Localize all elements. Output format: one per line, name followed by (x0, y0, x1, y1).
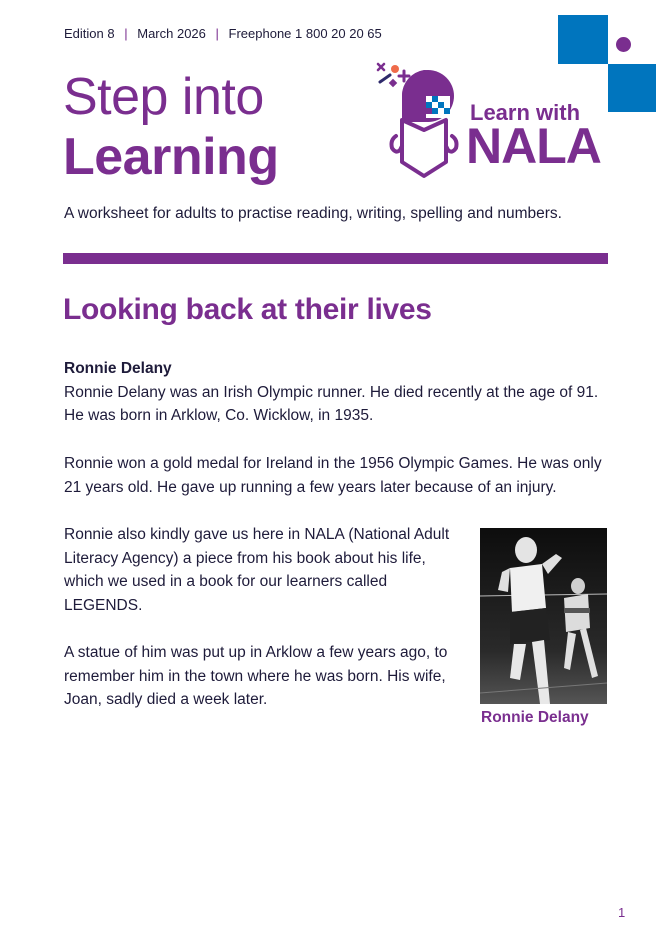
article-intro (64, 357, 609, 428)
edition-label: Edition 8 (64, 26, 115, 41)
freephone-number: Freephone 1 800 20 20 65 (228, 26, 382, 41)
page-title-line1: Step into (63, 68, 264, 126)
divider-bar (63, 253, 608, 264)
issue-date: March 2026 (137, 26, 206, 41)
paragraph-2: Ronnie won a gold medal for Ireland in the 1956 Olympic Games. He was only 21 years old. He gave up running a few years later because of an injury. (64, 455, 602, 496)
paragraph-3: Ronnie also kindly gave us here in NALA (National Adult Literacy Agency) a piece from his book about his life, which we used in a book for our learners called LEGENDS. (64, 526, 450, 614)
section-heading: Looking back at their lives (63, 293, 432, 326)
paragraph-1: Ronnie Delany was an Irish Olympic runner. He died recently at the age of 91. He was born in Arklow, Co. Wicklow, in 1935. (64, 383, 599, 424)
page-title-line2: Learning (63, 128, 279, 186)
photo-caption: Ronnie Delany (481, 709, 589, 726)
page-number: 1 (618, 905, 626, 920)
separator: | (215, 26, 219, 41)
paragraph-4: A statue of him was put up in Arklow a few years ago, to remember him in the town where he was born. His wife, Joan, sadly died a week later. (64, 644, 448, 708)
separator: | (124, 26, 128, 41)
article-subheading: Ronnie Delany (64, 360, 172, 377)
worksheet-subtitle: A worksheet for adults to practise reading, writing, spelling and numbers. (64, 205, 562, 222)
edition-info-line (64, 26, 382, 41)
decorative-blue-square (608, 64, 656, 112)
ronnie-delany-photo (480, 528, 607, 704)
decorative-purple-dot (616, 37, 631, 52)
decorative-blue-square (558, 15, 608, 64)
logo-text-nala: NALA (466, 118, 601, 174)
logo-text-learn-with: Learn with (470, 100, 581, 125)
